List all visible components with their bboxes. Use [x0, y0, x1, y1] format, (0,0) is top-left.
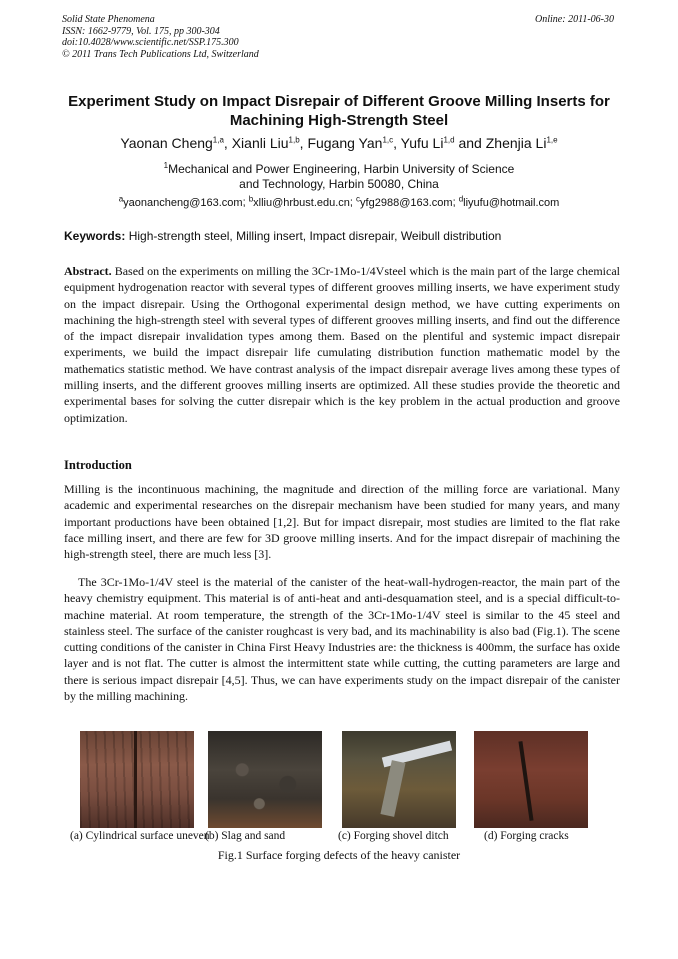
keywords	[64, 229, 620, 243]
email-list: $^a$yaonancheng@163.com; $^b$xlliu@hrbust.edu.cn; $^c$yfg2988@163.com; $^d$liyufu@hotmail.com	[118, 194, 560, 209]
email[interactable]: $^b$xlliu@hrbust.edu.cn	[248, 194, 350, 209]
keywords-text: High-strength steel, Milling insert, Impact disrepair, Weibull distribution	[128, 229, 502, 243]
online-date: Online: 2011-06-30	[535, 14, 614, 25]
figure-1-images	[0, 731, 678, 831]
author: Yaonan Cheng$^{1,a}$,	[120, 135, 232, 151]
abstract-label: Abstract.	[64, 264, 112, 278]
abstract-text: Based on the experiments on milling the 3Cr-1Mo-1/4Vsteel which is the main part of the large chemical equipment hydrogenation reactor with several types of different grooves milling inserts, we have experiment study on the impact disrepair. Using the Orthogonal experimental design method, we have cutting experiments on machining the high-strength steel with several types of different grooves milling inserts, and find out the difference of the impact disrepair invalidation types among them. Based on the plentiful and systemic impact disrepair experiments, we build the impact disrepair life cumulating distribution function mathematic model by the mathematics statistic method. We have contrast analysis of the impact disrepair average lives among these types of milling inserts, and the different grooves milling inserts are optimized. All these studies provide the theoretic and experimental bases for solving the cutter disrepair which is the key problem in the actual production and groove optimization.	[64, 264, 621, 425]
author: Yufu Li$^{1,d}$ and	[400, 135, 486, 151]
keywords-label: Keywords:	[64, 229, 126, 243]
author: Zhenjia Li$^{1,e}$	[485, 135, 558, 151]
journal-name: Solid State Phenomena	[62, 14, 155, 25]
intro-paragraph-2: The 3Cr-1Mo-1/4V steel is the material of the canister of the heat-wall-hydrogen-reactor, the main part of the heavy chemistry equipment. This material is of anti-heat and anti-desquamation steel, and is a special difficult-to-machine material. At room temperature, the strength of the 3Cr-1Mo-1/4V steel is similar to the 45 steel and stainless steel. The surface of the canister roughcast is very bad, and its machinability is also bad (Fig.1). The scene cutting conditions of the canister in China First Heavy Industries are: the thickness is 400mm, the surface has oxide layer and is not flat. The cutter is almost the intermittent state while cutting, the cutting parameters are large and there is serious impact disrepair [4,5]. Thus, we can have experiments study on the impact disrepair of the canister by the milling machining.	[64, 575, 620, 704]
subfigure-caption-d: (d) Forging cracks	[484, 830, 569, 842]
figure-caption: Fig.1 Surface forging defects of the heavy canister	[217, 848, 461, 862]
section-heading-introduction: Introduction	[64, 458, 132, 472]
copyright: © 2011 Trans Tech Publications Ltd, Switzerland	[62, 48, 259, 60]
photo-forging-shovel-ditch	[342, 731, 456, 828]
affiliation: $^1$Mechanical and Power Engineering, Harbin University of Science and Technology, Harbin 50080, China	[163, 161, 515, 191]
author-list	[40, 135, 638, 151]
photo-forging-cracks	[474, 731, 588, 828]
email[interactable]: $^a$yaonancheng@163.com	[118, 194, 243, 209]
email[interactable]: $^d$liyufu@hotmail.com	[458, 194, 560, 209]
issn: ISSN: 1662-9779, Vol. 175, pp 300-304	[62, 25, 220, 37]
journal-header	[62, 14, 259, 60]
email[interactable]: $^c$yfg2988@163.com	[356, 194, 453, 209]
subfigure-caption-b: (b) Slag and sand	[205, 830, 286, 842]
abstract	[64, 263, 620, 426]
author: Fugang Yan$^{1,c}$,	[307, 135, 401, 151]
subfigure-caption-c: (c) Forging shovel ditch	[338, 830, 449, 842]
paper-title: Experiment Study on Impact Disrepair of Different Groove Milling Inserts for Machining High-Strength Steel	[68, 93, 610, 129]
photo-slag-and-sand	[208, 731, 322, 828]
author: Xianli Liu$^{1,b}$,	[231, 135, 308, 151]
subfigure-caption-a: (a) Cylindrical surface uneven	[70, 830, 210, 842]
doi: doi:10.4028/www.scientific.net/SSP.175.300	[62, 37, 239, 48]
photo-cylindrical-surface	[80, 731, 194, 828]
intro-paragraph-1: Milling is the incontinuous machining, the magnitude and direction of the milling force are variational. Many academic and experimental researches on the disrepair mechanism have been studied for many years, and many important productions have been obtained [1,2]. But for impact disrepair, most studies are limited to the flat rake face milling insert, and there are few for 3D groove milling inserts. And for the impact disrepair of machining the high-strength steel, there are much less [3].	[64, 482, 620, 562]
